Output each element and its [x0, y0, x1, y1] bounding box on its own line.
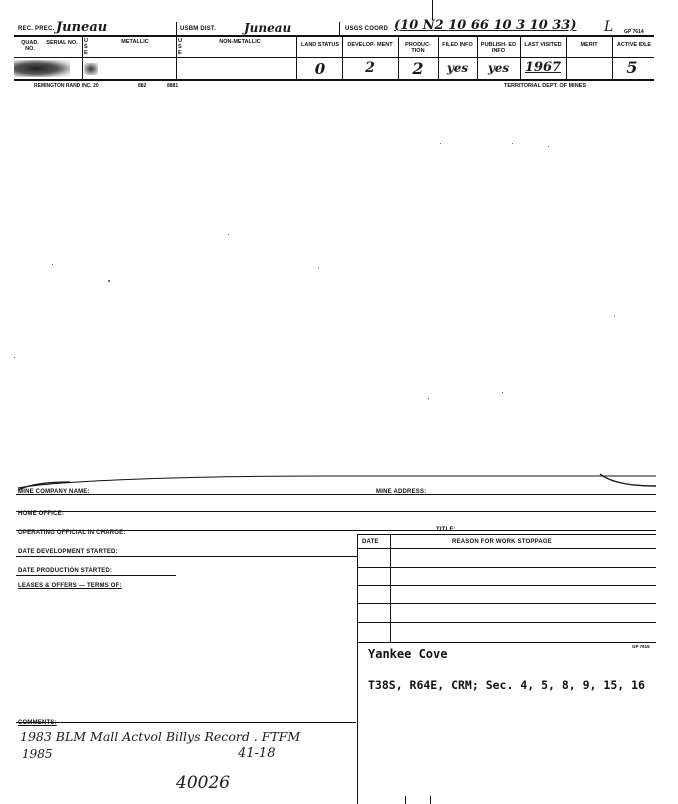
land-status-value: 0 — [314, 60, 326, 78]
col-metallic: METALLIC — [121, 39, 149, 45]
lower-card — [0, 470, 678, 804]
col-quad-no: QUAD. NO. — [21, 40, 39, 52]
mine-company-name-label: MINE COMPANY NAME: — [18, 489, 90, 495]
published-info-value: yes — [487, 61, 510, 75]
date-column-header: DATE — [362, 539, 379, 545]
smudged-quad-serial — [14, 60, 70, 77]
active-idle-value: 5 — [626, 58, 638, 77]
smudged-use-mark — [84, 63, 98, 75]
rec-prec-value: Juneau — [56, 20, 108, 35]
footer-code-2: 8881 — [167, 83, 179, 89]
usbm-dist-label: USBM DIST. — [180, 26, 217, 32]
title-label: TITLE: — [436, 527, 456, 533]
col-published-info: PUBLISH- ED INFO — [480, 42, 517, 54]
form-number: GP 7614 — [624, 29, 644, 35]
footer-dept: TERRITORIAL DEPT. OF MINES — [504, 83, 586, 89]
usgs-coord-label: USGS COORD — [345, 26, 389, 32]
stamp-location: T38S, R64E, CRM; Sec. 4, 5, 8, 9, 15, 16 — [368, 678, 645, 692]
operating-official-label: OPERATING OFFICIAL IN CHARGE: — [18, 530, 126, 536]
col-merit: MERIT — [580, 42, 598, 48]
comment-line-2: 1985 — [22, 747, 53, 761]
comment-line-1: 1983 BLM Mall Actvol Billys Record . FTFM — [20, 729, 301, 744]
production-value: 2 — [412, 59, 424, 78]
comment-number: 41-18 — [238, 746, 276, 761]
date-production-started-label: DATE PRODUCTION STARTED: — [18, 568, 113, 574]
card-edge — [0, 470, 678, 492]
filed-info-value: yes — [446, 61, 469, 75]
top-card — [0, 0, 678, 100]
col-serial-no: SERIAL NO. — [46, 40, 78, 46]
home-office-label: HOME OFFICE: — [18, 511, 65, 517]
col-use-mark-2: U S E — [178, 38, 182, 56]
col-land-status: LAND STATUS — [301, 42, 339, 48]
usbm-dist-value: Juneau — [244, 21, 292, 35]
col-active-idle: ACTIVE IDLE — [616, 42, 652, 48]
last-visited-value: 1967 — [524, 60, 562, 75]
col-production: PRODUC- TION — [405, 42, 431, 54]
development-value: 2 — [365, 60, 375, 76]
leases-offers-label: LEASES & OFFERS — TERMS OF: — [18, 583, 122, 589]
col-last-visited: LAST VISITED — [524, 42, 562, 48]
stamp-mine-name: Yankee Cove — [368, 647, 448, 661]
reason-column-header: REASON FOR WORK STOPPAGE — [452, 539, 552, 545]
col-development: DEVELOP- MENT — [347, 42, 393, 48]
usgs-coord-value: (10 N2 10 66 10 3 10 33) — [394, 18, 577, 33]
col-non-metallic: NON-METALLIC — [219, 39, 261, 45]
rec-prec-label: REC. PREC. — [18, 26, 55, 32]
corner-mark: L — [604, 19, 614, 35]
handwritten-id: 40026 — [176, 773, 231, 793]
col-use-mark: U S E — [84, 38, 88, 56]
mine-address-label: MINE ADDRESS: — [376, 489, 427, 495]
comments-label: COMMENTS: — [18, 720, 57, 726]
footer-code-1: 882 — [138, 83, 147, 89]
stamp-form-code: GP 7615 — [632, 644, 650, 649]
footer-printer: REMINGTON RAND INC. 20 — [34, 83, 99, 89]
date-development-started-label: DATE DEVELOPMENT STARTED: — [18, 549, 118, 555]
col-filed-info: FILED INFO — [442, 42, 473, 48]
